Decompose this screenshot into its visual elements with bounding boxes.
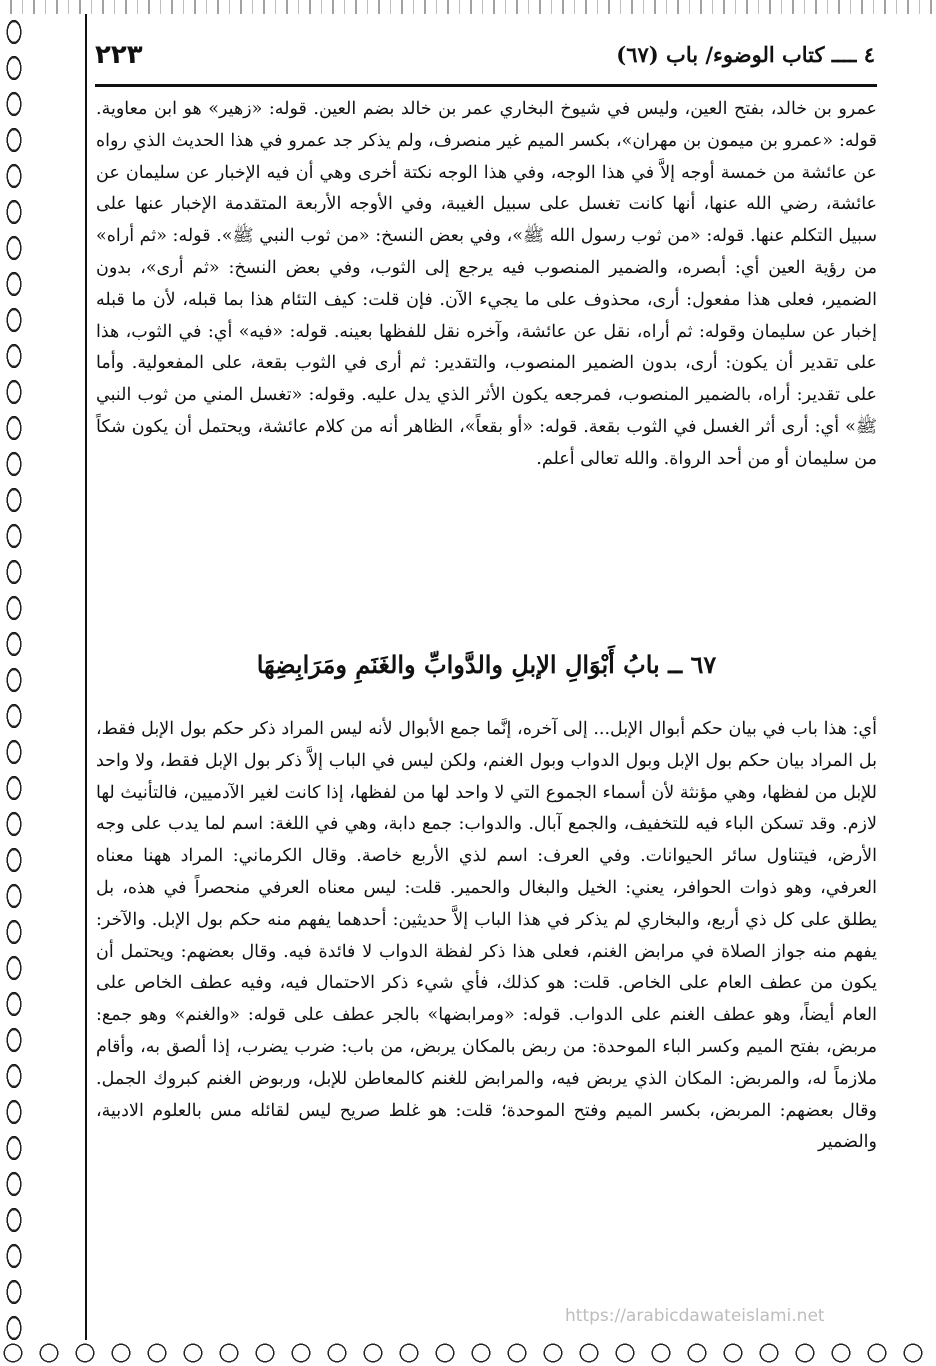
page-header xyxy=(95,40,875,80)
left-ornamental-border xyxy=(0,14,62,1340)
paragraph-2: أي: هذا باب في بيان حكم أبوال الإبل... إلى آخره، إنَّما جمع الأبوال لأنه ليس المراد ذكر حكم بول الإبل فقط، بل المراد بيان حكم بول الإبل وبول الدواب وبول الغنم، ولكن ليس في الباب إلاَّ ذكر بول الإبل فقط، ولا واحد للإبل من لفظها، وهي مؤنثة لأن أسماء الجموع التي لا واحد لها من لفظها، إذا كانت لغير الآدميين، فالتأنيث لها لازم. وقد تسكن الباء فيه للتخفيف، والجمع آبال. والدواب: جمع دابة، وهي في اللغة: اسم لما يدب على وجه الأرض، فيتناول سائر الحيوانات. وفي العرف: اسم لذي الأربع خاصة. وقال الكرماني: المراد ههنا معناه العرفي، وهو ذوات الحوافر، يعني: الخيل والبغال والحمير. قلت: ليس معناه العرفي منحصراً في هذه، بل يطلق على كل ذي أربع، والبخاري لم يذكر في هذا الباب إلاَّ حديثين: أحدهما يفهم منه حكم بول الإبل. والآخر: يفهم منه جواز الصلاة في مرابض الغنم، فعلى هذا ذكر لفظة الدواب لا فائدة فيه. وقال بعضهم: ويحتمل أن يكون من عطف العام على الخاص. قلت: هو كذلك، فأي شيء ذكر الاحتمال فيه، وفيه عطف الخاص على العام أيضاً، وهو عطف الغنم على الدواب. قوله: «ومرابضها» بالجر عطف على قوله: «والغنم» وهو جمع: مربض، بفتح الميم وكسر الباء الموحدة: من ربض بالمكان يربض، من باب: ضرب يضرب، إذا ألصق به، وأقام ملازماً له، والمربض: المكان الذي يربض فيه، والمرابض للغنم كالمعاطن للإبل، وربوض الغنم كبروك الجمل. وقال بعضهم: المربض، بكسر الميم وفتح الموحدة؛ قلت: هو غلط صريح ليس لقائله مس بالعلوم الادبية، والضمير xyxy=(96,719,877,1153)
page-number: ٢٢٣ xyxy=(95,40,143,70)
running-head: ٤ ــــ كتاب الوضوء/ باب (٦٧) xyxy=(616,42,875,67)
header-rule xyxy=(95,84,877,87)
chapter-heading: ٦٧ ــ بابُ أَبْوَالِ الإبلِ والدَّوابِّ والغَنَمِ ومَرَابِضِهَا xyxy=(256,650,717,679)
frame-vertical-rule xyxy=(85,14,87,1340)
watermark-url: https://arabicdawateislami.net xyxy=(565,1306,825,1326)
bottom-ornamental-border xyxy=(0,1340,936,1366)
commentary-block-1 xyxy=(96,94,877,476)
commentary-block-2 xyxy=(96,714,877,1159)
top-ornamental-border xyxy=(0,0,936,14)
paragraph-1: عمرو بن خالد، بفتح العين، وليس في شيوخ البخاري عمر بن خالد بضم العين. قوله: «زهير» هو ابن معاوية. قوله: «عمرو بن ميمون بن مهران»، بكسر الميم غير منصرف، ولم يذكر جد عمرو في هذا الحديث الذي رواه عن عائشة من خمسة أوجه إلاَّ في هذا الوجه، وفي هذا الوجه نكتة أخرى وهي أن فيه الإخبار عن سليمان عن عائشة، رضي الله عنها، أنها كانت تغسل على سبيل الغيبة، وفي الأوجه الأربعة المتقدمة الإخبار عنها على سبيل التكلم عنها. قوله: «من ثوب رسول الله ﷺ»، وفي بعض النسخ: «من ثوب النبي ﷺ». قوله: «ثم أراه» من رؤية العين أي: أبصره، والضمير المنصوب فيه يرجع إلى الثوب، وفي بعض النسخ: «ثم أرى»، بدون الضمير، فعلى هذا مفعول: أرى، محذوف على ما يجيء الآن. فإن قلت: كيف التئام هذا بما قبله، لأن ما قبله إخبار عن سليمان وقوله: ثم أراه، نقل عن عائشة، وآخره نقل للفظها بعينه. قوله: «فيه» أي: في الثوب، هذا على تقدير أن يكون: أرى، بدون الضمير المنصوب، والتقدير: ثم أرى في الثوب بقعة، على المفعولية. وأما على تقدير: أراه، بالضمير المنصوب، فمرجعه يكون الأثر الذي يدل عليه. وقوله: «تغسل المني من ثوب النبي ﷺ» أي: أرى أثر الغسل في الثوب بقعة. قوله: «أو بقعاً»، الظاهر أنه من كلام عائشة، ويحتمل أن يكون شكاً من سليمان أو من أحد الرواة. والله تعالى أعلم. xyxy=(96,99,877,469)
